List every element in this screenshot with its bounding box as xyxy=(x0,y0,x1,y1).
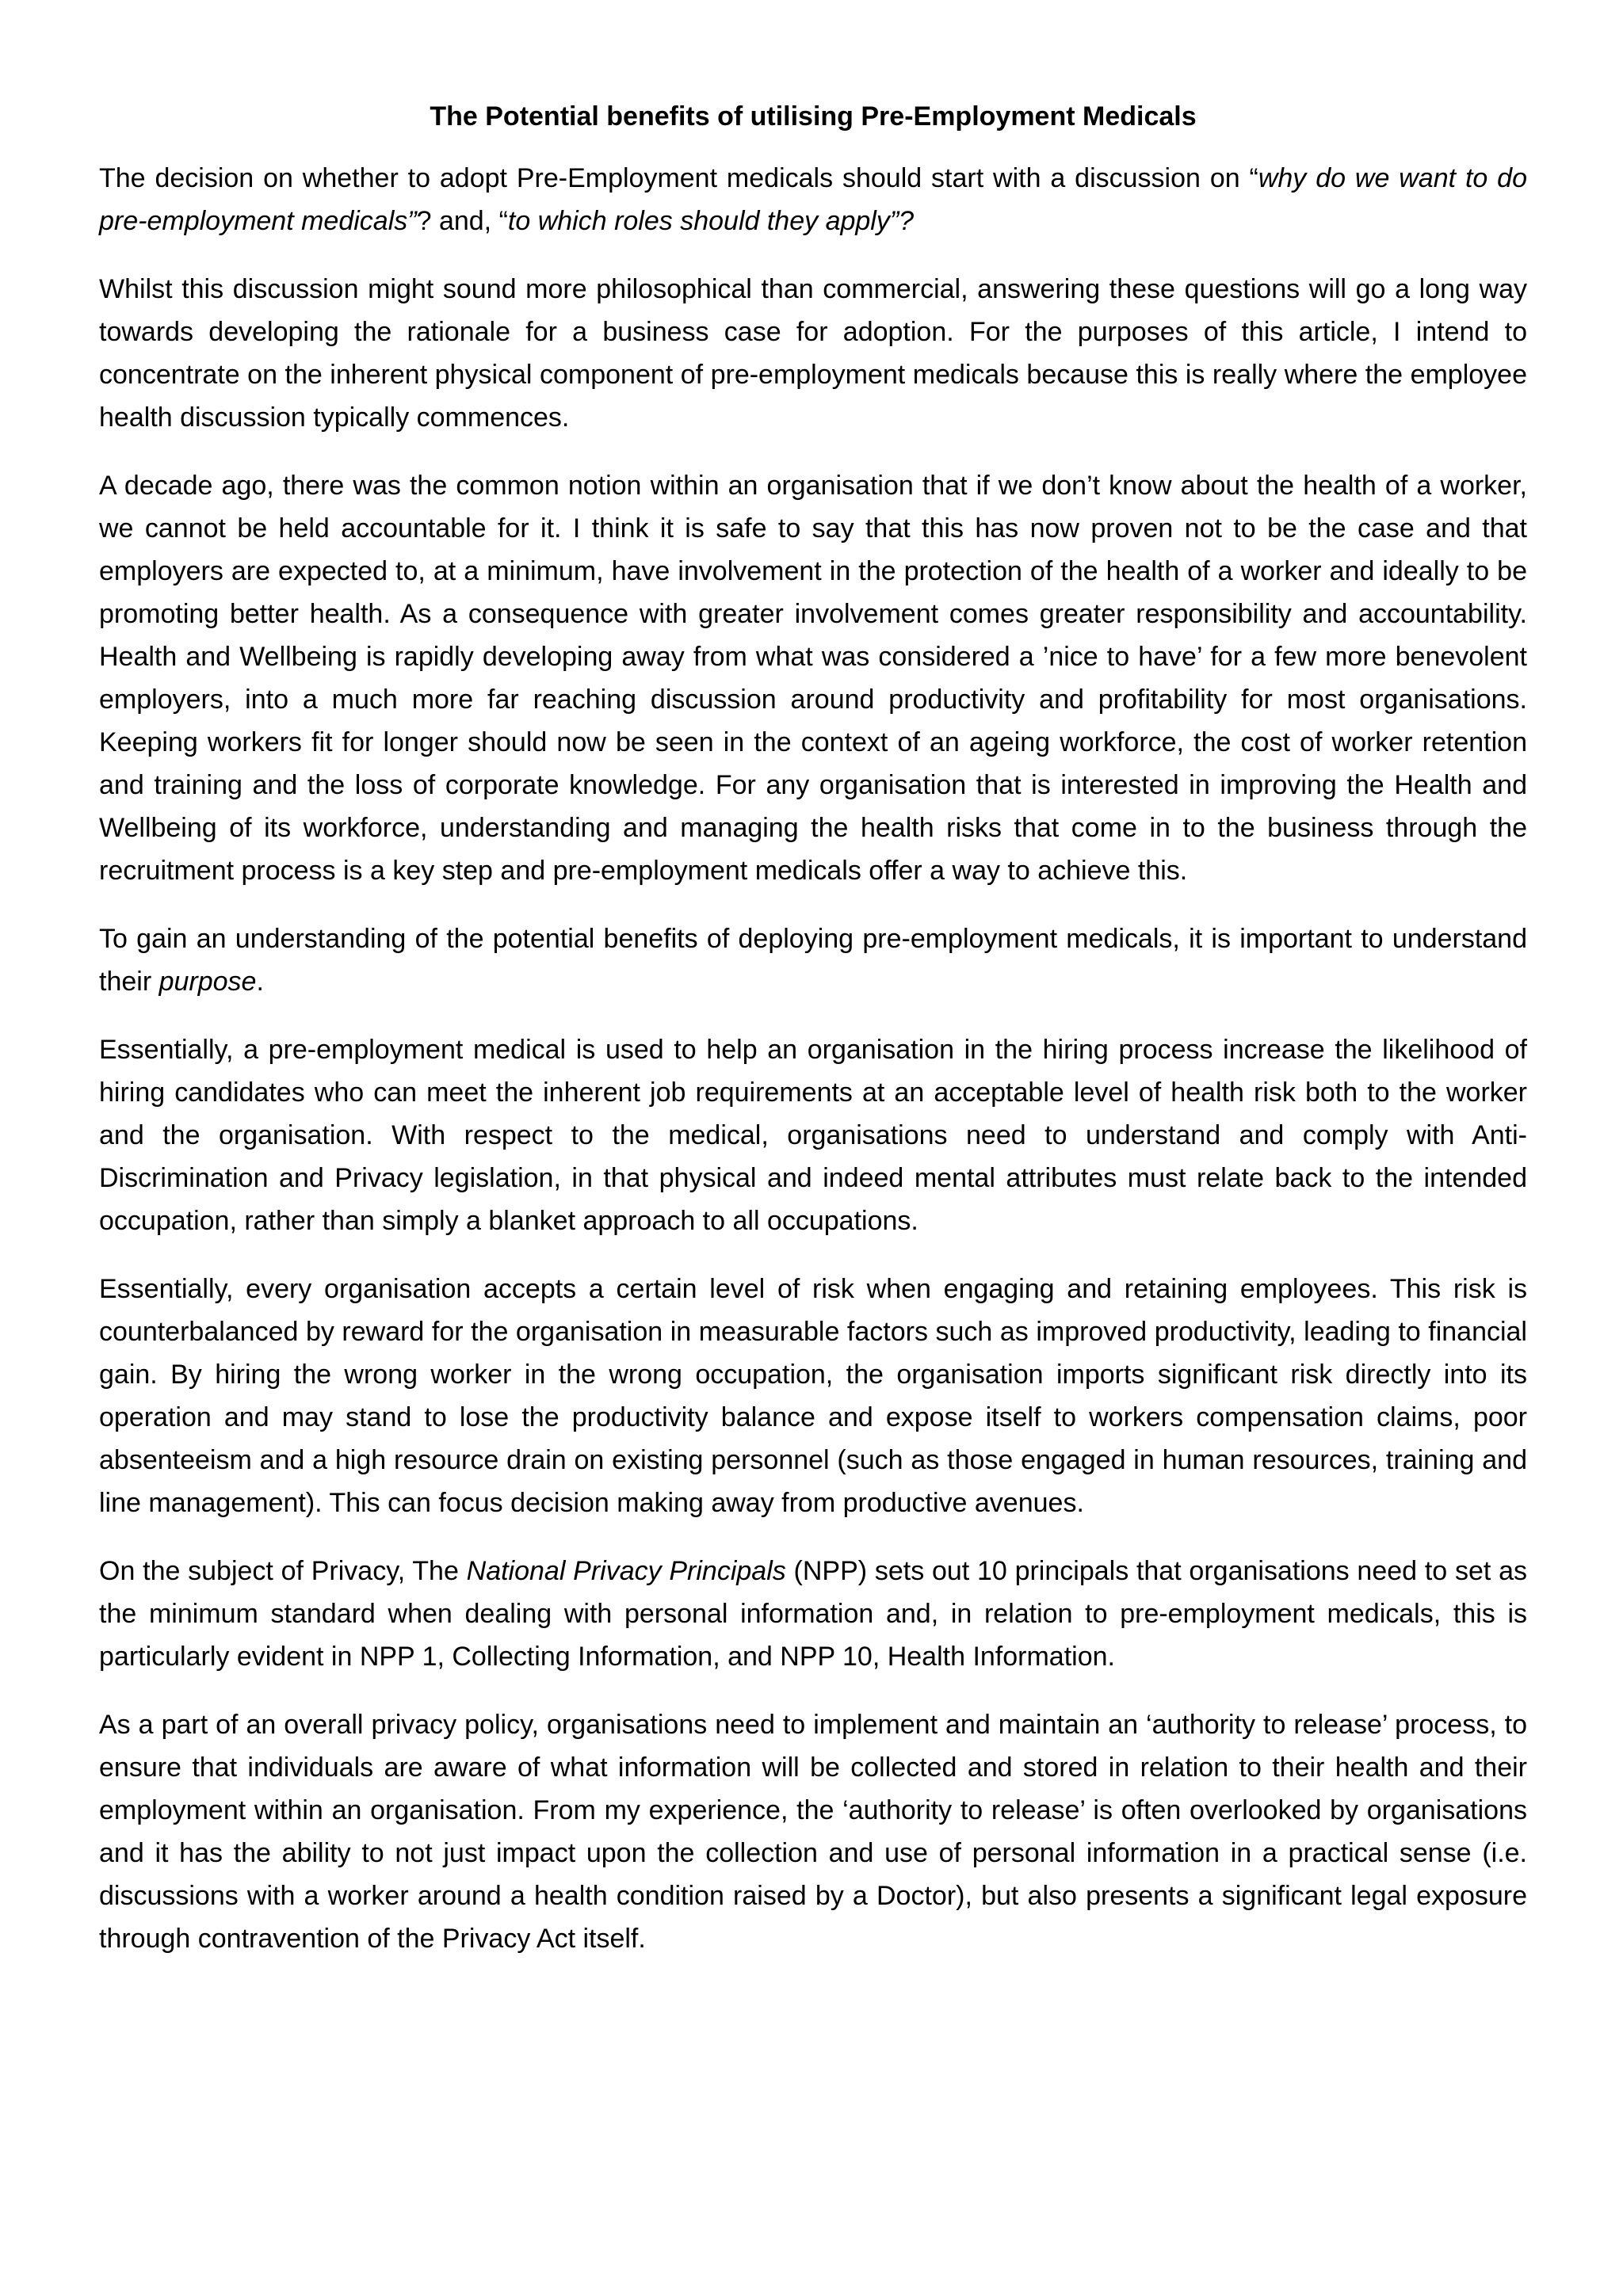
paragraph-privacy xyxy=(99,1550,1527,1678)
paragraph-purpose-text-2: . xyxy=(256,967,264,997)
paragraph-privacy-emphasis: National Privacy Principals xyxy=(466,1556,786,1586)
paragraph-intro xyxy=(99,157,1527,242)
paragraph-privacy-text-2: (NPP) sets out 10 principals that organisations need to set as the minimum standard when dealing with personal information and, in relation to pre-employment medicals, this is particularly evident in NPP 1, Collecting Information, and NPP 10, Health Information. xyxy=(99,1556,1527,1672)
paragraph-risk: Essentially, every organisation accepts a certain level of risk when engaging and retaining employees. This risk is counterbalanced by reward for the organisation in measurable factors such as improved productivity, leading to financial gain. By hiring the wrong worker in the wrong occupation, the organisation imports significant risk directly into its operation and may stand to lose the productivity balance and expose itself to workers compensation claims, poor absenteeism and a high resource drain on existing personnel (such as those engaged in human resources, training and line management). This can focus decision making away from productive avenues. xyxy=(99,1274,1527,1518)
paragraph-privacy-text-1: On the subject of Privacy, The xyxy=(99,1556,467,1586)
paragraph-decade-ago: A decade ago, there was the common notion within an organisation that if we don’t know about the health of a worker, we cannot be held accountable for it. I think it is safe to say that this has now proven not to be the case and that employers are expected to, at a minimum, have involvement in the protection of the health of a worker and ideally to be promoting better health. As a consequence with greater involvement comes greater responsibility and accountability. Health and Wellbeing is rapidly developing away from what was considered a ’nice to have’ for a few more benevolent employers, into a much more far reaching discussion around productivity and profitability for most organisations. Keeping workers fit for longer should now be seen in the context of an ageing workforce, the cost of worker retention and training and the loss of corporate knowledge. For any organisation that is interested in improving the Health and Wellbeing of its workforce, understanding and managing the health risks that come in to the business through the recruitment process is a key step and pre-employment medicals offer a way to achieve this. xyxy=(99,471,1527,886)
paragraph-intro-text-1: The decision on whether to adopt Pre-Employment medicals should start with a discussion on “ xyxy=(99,163,1258,193)
document-body xyxy=(99,95,1527,1985)
paragraph-intro-question-1: why do we want to do pre-employment medicals” xyxy=(99,163,1527,236)
paragraph-rationale: Whilst this discussion might sound more philosophical than commercial, answering these questions will go a long way towards developing the rationale for a business case for adoption. For the purposes of this article, I intend to concentrate on the inherent physical component of pre-employment medicals because this is really where the employee health discussion typically commences. xyxy=(99,274,1527,433)
paragraph-intro-question-2: to which roles should they apply”? xyxy=(507,206,915,236)
paragraph-purpose-emphasis: purpose xyxy=(158,967,257,997)
paragraph-authority-to-release: As a part of an overall privacy policy, organisations need to implement and maintain an ‘authority to release’ process, to ensure that individuals are aware of what information will be collected and stored in relation to their health and their employment within an organisation. From my experience, the ‘authority to release’ is often overlooked by organisations and it has the ability to not just impact upon the collection and use of personal information in a practical sense (i.e. discussions with a worker around a health condition raised by a Doctor), but also presents a significant legal exposure through contravention of the Privacy Act itself. xyxy=(99,1710,1527,1954)
paragraph-purpose-text-1: To gain an understanding of the potential benefits of deploying pre-employment medicals, it is important to understand their xyxy=(99,924,1527,997)
paragraph-pre-employment-medical: Essentially, a pre-employment medical is used to help an organisation in the hiring process increase the likelihood of hiring candidates who can meet the inherent job requirements at an acceptable level of health risk both to the worker and the organisation. With respect to the medical, organisations need to understand and comply with Anti-Discrimination and Privacy legislation, in that physical and indeed mental attributes must relate back to the intended occupation, rather than simply a blanket approach to all occupations. xyxy=(99,1035,1527,1236)
paragraph-intro-text-2: ? and, “ xyxy=(416,206,508,236)
paragraph-purpose xyxy=(99,917,1527,1003)
document-title: The Potential benefits of utilising Pre-Employment Medicals xyxy=(430,101,1197,132)
